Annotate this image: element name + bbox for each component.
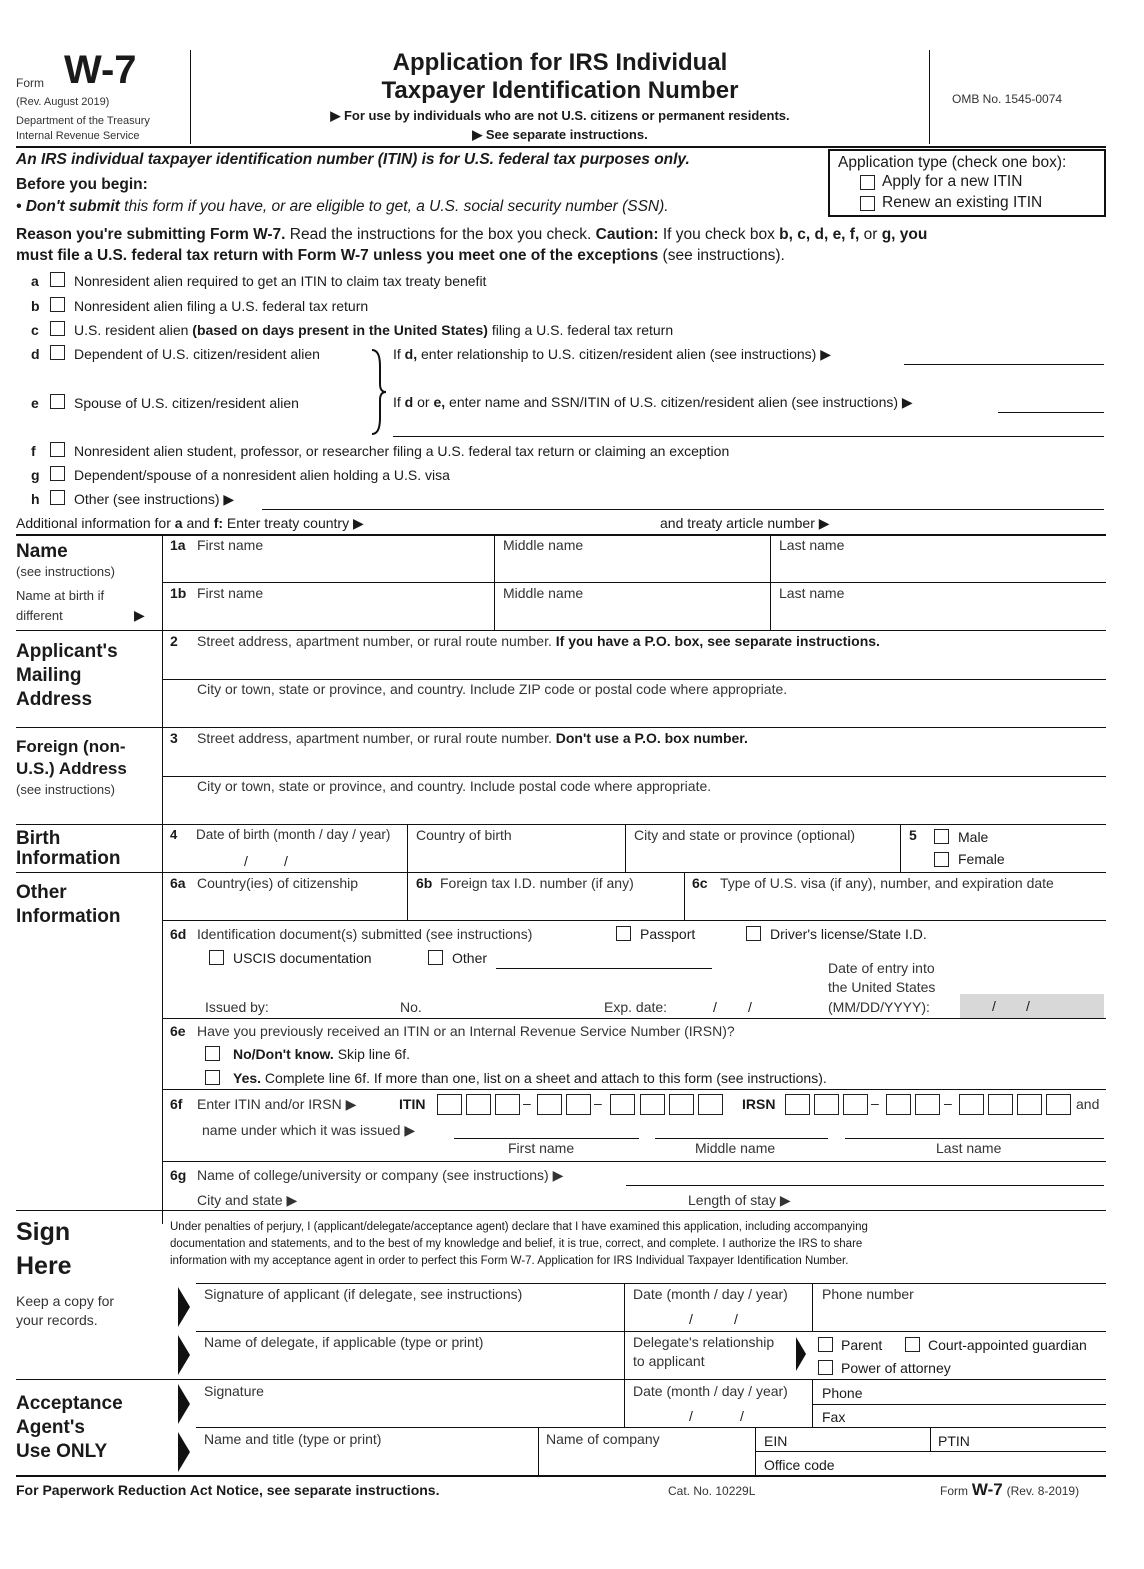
reason-f-text: Nonresident alien student, professor, or researcher filing a U.S. federal tax return or claiming an exception	[74, 443, 730, 459]
ein-label: EIN	[764, 1433, 788, 1449]
name-at-birth-label-2: different	[16, 608, 63, 623]
reason-b-letter: b	[31, 298, 40, 314]
power-of-attorney-label: Power of attorney	[841, 1360, 951, 1376]
other-doc-line[interactable]	[496, 968, 712, 969]
line-2-label: 2	[170, 633, 178, 649]
male-label: Male	[958, 829, 989, 845]
mailing-title-1: Applicant's	[16, 641, 118, 662]
reason-g-checkbox[interactable]	[50, 466, 65, 481]
delegate-arrow-icon	[178, 1335, 190, 1375]
additional-info: Additional information for a and f: Enter treaty country ▶	[16, 515, 364, 531]
paperwork-notice: For Paperwork Reduction Act Notice, see separate instructions.	[16, 1482, 440, 1498]
agent-title-1: Acceptance	[16, 1393, 123, 1414]
catalog-number: Cat. No. 10229L	[668, 1484, 756, 1498]
name-at-birth-arrow: ▶	[134, 607, 145, 623]
relationship-arrow-icon	[796, 1337, 806, 1371]
line-6a-label: 6a	[170, 875, 186, 891]
last-name-1a-label: Last name	[779, 537, 845, 553]
uscis-checkbox[interactable]	[209, 950, 224, 965]
reason-h-text: Other (see instructions) ▶	[74, 491, 235, 507]
issued-by-label: Issued by:	[205, 999, 269, 1015]
relationship-line[interactable]	[904, 364, 1104, 365]
city-state-label: City and state ▶	[197, 1192, 298, 1208]
doc-number-label: No.	[400, 999, 422, 1015]
application-type-box	[828, 149, 1106, 217]
agent-date-slash-2: /	[740, 1408, 744, 1424]
application-type-label: Application type (check one box):	[838, 154, 1067, 171]
foreign-title-1: Foreign (non-	[16, 737, 126, 756]
other-title-1: Other	[16, 882, 67, 903]
yes-checkbox[interactable]	[205, 1070, 220, 1085]
entry-date-label-1: Date of entry into	[828, 960, 935, 976]
enter-itin-label: Enter ITIN and/or IRSN ▶	[197, 1096, 357, 1112]
length-of-stay-label: Length of stay ▶	[688, 1192, 791, 1208]
form-label: Form	[16, 76, 44, 90]
delegate-relationship-label-2: to applicant	[633, 1353, 705, 1369]
reason-e-letter: e	[31, 395, 39, 411]
issued-middle-name-line[interactable]	[655, 1138, 828, 1139]
no-dont-know-checkbox[interactable]	[205, 1046, 220, 1061]
reason-c-text: U.S. resident alien (based on days present in the United States) filing a U.S. federal tax return	[74, 322, 674, 338]
passport-checkbox[interactable]	[616, 926, 631, 941]
birth-title-2: Information	[16, 848, 121, 869]
male-checkbox[interactable]	[934, 829, 949, 844]
issued-middle-name-label: Middle name	[695, 1140, 776, 1156]
reason-a-checkbox[interactable]	[50, 272, 65, 287]
last-name-1b-label: Last name	[779, 585, 845, 601]
entry-date-label-2: the United States	[828, 979, 936, 995]
renew-itin-checkbox[interactable]	[860, 196, 875, 211]
mailing-street-label: Street address, apartment number, or rural route number. If you have a P.O. box, see separate instructions.	[197, 633, 880, 649]
line-6g-label: 6g	[170, 1167, 187, 1183]
phone-number-label: Phone number	[822, 1286, 914, 1302]
agent-name-arrow-icon	[178, 1432, 190, 1472]
penalty-text-3: information with my acceptance agent in order to perfect this Form W-7. Application for IRS Individual Taxpayer Identification Number.	[170, 1255, 849, 1267]
agent-signature-label[interactable]: Signature	[204, 1383, 264, 1399]
other-title-2: Information	[16, 906, 121, 927]
applicant-signature-label[interactable]: Signature of applicant (if delegate, see instructions)	[204, 1286, 523, 1302]
sign-date-slash-2: /	[734, 1311, 738, 1327]
first-name-1a-label: First name	[197, 537, 264, 553]
foreign-see-instructions: (see instructions)	[16, 782, 115, 797]
irsn-label: IRSN	[742, 1096, 776, 1112]
college-label: Name of college/university or company (see instructions) ▶	[197, 1167, 564, 1183]
sign-arrow-icon	[178, 1287, 190, 1327]
entry-date-label-3: (MM/DD/YYYY):	[828, 999, 930, 1015]
middle-name-1a-label: Middle name	[503, 537, 584, 553]
issued-last-name-label: Last name	[936, 1140, 1002, 1156]
other-doc-checkbox[interactable]	[428, 950, 443, 965]
reason-e-checkbox[interactable]	[50, 394, 65, 409]
line-6c-label: 6c	[692, 875, 708, 891]
renew-itin-label: Renew an existing ITIN	[882, 194, 1043, 211]
form-subtitle-1: ▶ For use by individuals who are not U.S. citizens or permanent residents.	[330, 108, 790, 123]
dont-submit-note: • Don't submit this form if you have, or are eligible to get, a U.S. social security number (SSN).	[16, 198, 669, 215]
previous-itin-question: Have you previously received an ITIN or an Internal Revenue Service Number (IRSN)?	[197, 1023, 735, 1039]
foreign-title-2: U.S.) Address	[16, 759, 127, 778]
agent-date-label: Date (month / day / year)	[633, 1383, 788, 1399]
agent-fax-label: Fax	[822, 1409, 846, 1425]
line-1b-label: 1b	[170, 585, 187, 601]
entry-date-field[interactable]: / /	[960, 994, 1104, 1018]
brace-icon	[368, 346, 388, 438]
reason-d-checkbox[interactable]	[50, 345, 65, 360]
issued-last-name-line[interactable]	[845, 1138, 1104, 1139]
dob-label: Date of birth (month / day / year)	[196, 827, 391, 842]
sign-date-slash-1: /	[689, 1311, 693, 1327]
name-ssn-line-2[interactable]	[393, 436, 1104, 437]
mailing-title-2: Mailing	[16, 665, 82, 686]
issued-first-name-line[interactable]	[454, 1138, 639, 1139]
drivers-license-label: Driver's license/State I.D.	[770, 926, 927, 942]
footer-form-id: Form W-7 (Rev. 8-2019)	[940, 1480, 1080, 1499]
revision-date: (Rev. August 2019)	[16, 96, 110, 108]
parent-label: Parent	[841, 1337, 883, 1353]
id-docs-label: Identification document(s) submitted (see instructions)	[197, 926, 533, 942]
line-6e-label: 6e	[170, 1023, 186, 1039]
foreign-city-label: City or town, state or province, and country. Include postal code where appropriate.	[197, 778, 712, 794]
sign-title-2: Here	[16, 1252, 72, 1280]
keep-copy-1: Keep a copy for	[16, 1293, 115, 1309]
delegate-relationship-label-1: Delegate's relationship	[633, 1334, 775, 1350]
itin-purpose-note: An IRS individual taxpayer identification number (ITIN) is for U.S. federal tax purposes only.	[16, 151, 690, 168]
dob-slash-1: /	[244, 853, 248, 869]
dob-slash-2: /	[284, 853, 288, 869]
citizenship-label: Country(ies) of citizenship	[197, 875, 359, 891]
reason-f-letter: f	[31, 443, 36, 459]
mailing-title-3: Address	[16, 689, 93, 710]
agent-name-title-label[interactable]: Name and title (type or print)	[204, 1431, 382, 1447]
line-6b-label: 6b	[416, 875, 433, 891]
agency: Internal Revenue Service	[16, 130, 140, 142]
reason-a-text: Nonresident alien required to get an ITIN to claim tax treaty benefit	[74, 273, 487, 289]
reason-f-checkbox[interactable]	[50, 442, 65, 457]
reason-g-letter: g	[31, 467, 40, 483]
reason-h-checkbox[interactable]	[50, 490, 65, 505]
name-issued-label: name under which it was issued ▶	[202, 1122, 416, 1138]
exp-slash-2: /	[748, 999, 752, 1015]
penalty-text-1: Under penalties of perjury, I (applicant/delegate/acceptance agent) declare that I have examined this application, including accompanying	[170, 1221, 868, 1233]
reason-b-checkbox[interactable]	[50, 297, 65, 312]
agent-phone-label: Phone	[822, 1385, 863, 1401]
exp-slash-1: /	[713, 999, 717, 1015]
line-4-label: 4	[170, 827, 178, 842]
reason-d-letter: d	[31, 346, 40, 362]
issued-first-name-label: First name	[508, 1140, 575, 1156]
foreign-street-label: Street address, apartment number, or rural route number. Don't use a P.O. box number.	[197, 730, 748, 746]
reason-c-letter: c	[31, 322, 39, 338]
applicant-date-label: Date (month / day / year)	[633, 1286, 788, 1302]
line-1a-label: 1a	[170, 537, 186, 553]
office-code-label: Office code	[764, 1457, 835, 1473]
country-of-birth-label: Country of birth	[416, 827, 512, 843]
college-line[interactable]	[626, 1185, 1104, 1186]
treaty-article-label: and treaty article number ▶	[660, 515, 830, 531]
name-see-instructions: (see instructions)	[16, 564, 115, 579]
reason-h-letter: h	[31, 491, 40, 507]
yes-label: Yes. Complete line 6f. If more than one, list on a sheet and attach to this form (see instructions).	[233, 1070, 827, 1086]
guardian-checkbox[interactable]	[905, 1337, 920, 1352]
reason-e-text: Spouse of U.S. citizen/resident alien	[74, 395, 299, 411]
birth-title-1: Birth	[16, 828, 61, 849]
reason-heading: Reason you're submitting Form W-7. Read the instructions for the box you check. Caution: If you check box b, c, d, e, f, or g, you	[16, 226, 928, 243]
guardian-label: Court-appointed guardian	[928, 1337, 1087, 1353]
name-ssn-line[interactable]	[998, 412, 1104, 413]
line-3-label: 3	[170, 730, 178, 746]
line-5-label: 5	[909, 827, 917, 843]
no-dont-know-label: No/Don't know. Skip line 6f.	[233, 1046, 411, 1062]
reason-c-checkbox[interactable]	[50, 321, 65, 336]
uscis-label: USCIS documentation	[233, 950, 372, 966]
before-you-begin: Before you begin:	[16, 176, 148, 193]
omb-number: OMB No. 1545-0074	[952, 92, 1063, 106]
sign-title-1: Sign	[16, 1218, 71, 1246]
parent-checkbox[interactable]	[818, 1337, 833, 1352]
foreign-tax-id-label: Foreign tax I.D. number (if any)	[440, 875, 634, 891]
and-label: and	[1076, 1096, 1100, 1112]
agent-title-3: Use ONLY	[16, 1441, 108, 1462]
passport-label: Passport	[640, 926, 696, 942]
apply-new-itin-label: Apply for a new ITIN	[882, 173, 1023, 190]
form-subtitle-2: ▶ See separate instructions.	[472, 127, 648, 142]
delegate-name-label[interactable]: Name of delegate, if applicable (type or print)	[204, 1334, 484, 1350]
other-doc-label: Other	[452, 950, 488, 966]
keep-copy-2: your records.	[16, 1312, 98, 1328]
reason-b-text: Nonresident alien filing a U.S. federal tax return	[74, 298, 369, 314]
reason-exception-note: must file a U.S. federal tax return with Form W-7 unless you meet one of the exceptions (see instructions).	[16, 247, 785, 264]
other-reason-line[interactable]	[262, 509, 1104, 510]
if-d-instruction: If d, enter relationship to U.S. citizen/resident alien (see instructions) ▶	[393, 346, 831, 362]
line-6d-label: 6d	[170, 926, 187, 942]
apply-new-itin-checkbox[interactable]	[860, 175, 875, 190]
first-name-1b-label: First name	[197, 585, 264, 601]
if-de-instruction: If d or e, enter name and SSN/ITIN of U.S. citizen/resident alien (see instructions) ▶	[393, 394, 913, 410]
name-section-title: Name	[16, 541, 68, 562]
visa-label: Type of U.S. visa (if any), number, and expiration date	[720, 875, 1054, 891]
agent-title-2: Agent's	[16, 1417, 85, 1438]
exp-date-label: Exp. date:	[604, 999, 668, 1015]
penalty-text-2: documentation and statements, and to the best of my knowledge and belief, it is true, correct, and complete. I authorize the IRS to share	[170, 1238, 863, 1250]
form-title-line2: Taxpayer Identification Number	[381, 77, 739, 104]
female-checkbox[interactable]	[934, 852, 949, 867]
form-number: W-7	[64, 48, 137, 92]
power-of-attorney-checkbox[interactable]	[818, 1360, 833, 1375]
line-6f-label: 6f	[170, 1096, 183, 1112]
city-of-birth-label: City and state or province (optional)	[634, 827, 855, 843]
female-label: Female	[958, 851, 1005, 867]
agent-signature-arrow-icon	[178, 1384, 190, 1424]
mailing-city-label: City or town, state or province, and country. Include ZIP code or postal code where appropriate.	[197, 681, 788, 697]
agent-company-label[interactable]: Name of company	[546, 1431, 660, 1447]
form-title-line1: Application for IRS Individual	[392, 49, 728, 76]
name-at-birth-label: Name at birth if	[16, 588, 105, 603]
reason-a-letter: a	[31, 273, 39, 289]
drivers-license-checkbox[interactable]	[746, 926, 761, 941]
itin-label: ITIN	[399, 1096, 426, 1112]
agent-date-slash-1: /	[689, 1408, 693, 1424]
middle-name-1b-label: Middle name	[503, 585, 584, 601]
reason-g-text: Dependent/spouse of a nonresident alien holding a U.S. visa	[74, 467, 450, 483]
ptin-label: PTIN	[938, 1433, 970, 1449]
department: Department of the Treasury	[16, 115, 150, 127]
reason-d-text: Dependent of U.S. citizen/resident alien	[74, 346, 320, 362]
